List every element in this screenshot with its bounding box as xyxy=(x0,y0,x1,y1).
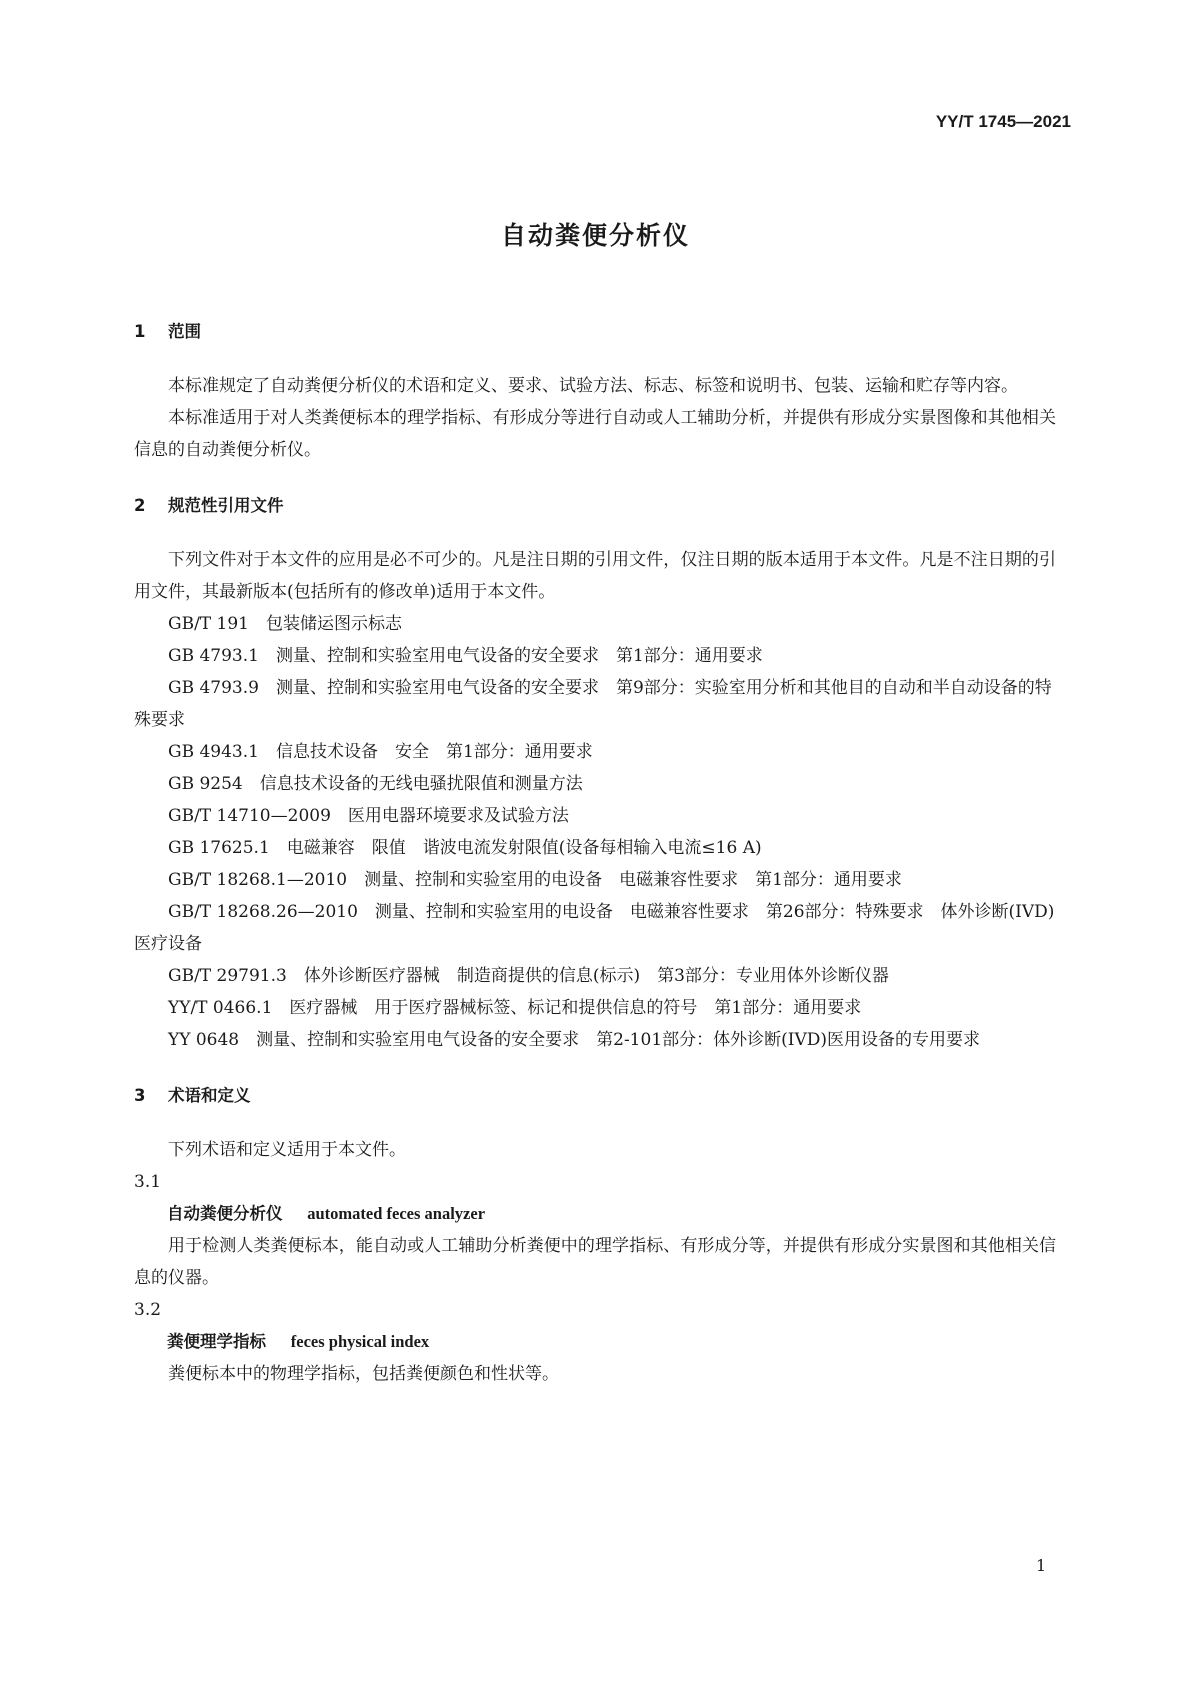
reference-item xyxy=(134,896,1056,960)
reference-code: GB 4793.9 xyxy=(168,678,259,698)
reference-title: 测量、控制和实验室用电气设备的安全要求 第1部分：通用要求 xyxy=(275,646,763,666)
section-number: 1 xyxy=(134,322,146,341)
reference-item xyxy=(134,960,1056,992)
reference-item xyxy=(134,832,1056,864)
section-2-heading xyxy=(134,492,1056,520)
reference-item xyxy=(134,768,1056,800)
scope-paragraph-2: 本标准适用于对人类粪便标本的理学指标、有形成分等进行自动或人工辅助分析，并提供有形成分实景图像和其他相关信息的自动粪便分析仪。 xyxy=(134,408,1056,460)
term-name-en: feces physical index xyxy=(290,1332,430,1351)
reference-code: GB/T 18268.1—2010 xyxy=(168,870,348,890)
section-1-heading xyxy=(134,318,1056,346)
section-3-heading xyxy=(134,1082,1056,1110)
reference-code: GB 4793.1 xyxy=(168,646,259,666)
reference-item xyxy=(134,1024,1056,1056)
term-definition: 用于检测人类粪便标本，能自动或人工辅助分析粪便中的理学指标、有形成分等，并提供有形成分实景图和其他相关信息的仪器。 xyxy=(134,1236,1056,1288)
page-number: 1 xyxy=(1036,1556,1047,1575)
reference-title: 包装储运图示标志 xyxy=(266,614,402,634)
reference-code: GB 9254 xyxy=(168,774,243,794)
reference-title: 医疗器械 用于医疗器械标签、标记和提供信息的符号 第1部分：通用要求 xyxy=(289,998,862,1018)
term-name xyxy=(134,1326,1056,1358)
reference-title: 信息技术设备的无线电骚扰限值和测量方法 xyxy=(259,774,583,794)
section-title: 术语和定义 xyxy=(168,1086,251,1105)
reference-code: GB/T 14710—2009 xyxy=(168,806,331,826)
reference-item xyxy=(134,736,1056,768)
reference-item xyxy=(134,864,1056,896)
reference-item xyxy=(134,672,1056,736)
section-number: 2 xyxy=(134,496,146,515)
term-number: 3.2 xyxy=(134,1300,162,1320)
reference-item xyxy=(134,992,1056,1024)
reference-code: GB 4943.1 xyxy=(168,742,259,762)
term-name-zh: 自动粪便分析仪 xyxy=(167,1204,283,1223)
reference-item xyxy=(134,640,1056,672)
reference-title: 测量、控制和实验室用电气设备的安全要求 第9部分：实验室用分析和其他目的自动和半自动设备的特殊要求 xyxy=(134,678,1052,730)
term-number: 3.1 xyxy=(134,1172,162,1192)
reference-code: GB/T 29791.3 xyxy=(168,966,287,986)
reference-code: YY 0648 xyxy=(168,1030,240,1050)
reference-item xyxy=(134,608,1056,640)
reference-code: GB/T 18268.26—2010 xyxy=(168,902,358,922)
reference-title: 体外诊断医疗器械 制造商提供的信息(标示) 第3部分：专业用体外诊断仪器 xyxy=(303,966,889,986)
term-name-en: automated feces analyzer xyxy=(307,1204,486,1223)
reference-title: 测量、控制和实验室用的电设备 电磁兼容性要求 第26部分：特殊要求 体外诊断(IVD)医疗设备 xyxy=(134,902,1055,954)
reference-title: 信息技术设备 安全 第1部分：通用要求 xyxy=(275,742,593,762)
references-intro: 下列文件对于本文件的应用是必不可少的。凡是注日期的引用文件，仅注日期的版本适用于本文件。凡是不注日期的引用文件，其最新版本(包括所有的修改单)适用于本文件。 xyxy=(134,550,1056,602)
reference-item xyxy=(134,800,1056,832)
section-title: 范围 xyxy=(168,322,201,341)
document-body xyxy=(134,318,1056,1390)
reference-title: 测量、控制和实验室用电气设备的安全要求 第2-101部分：体外诊断(IVD)医用设备的专用要求 xyxy=(256,1030,981,1050)
reference-title: 电磁兼容 限值 谐波电流发射限值(设备每相输入电流≤16 A) xyxy=(286,838,762,858)
reference-title: 医用电器环境要求及试验方法 xyxy=(347,806,569,826)
scope-paragraph-1: 本标准规定了自动粪便分析仪的术语和定义、要求、试验方法、标志、标签和说明书、包装、运输和贮存等内容。 xyxy=(168,376,1018,396)
reference-code: GB/T 191 xyxy=(168,614,249,634)
reference-code: GB 17625.1 xyxy=(168,838,270,858)
term-name xyxy=(134,1198,1056,1230)
reference-title: 测量、控制和实验室用的电设备 电磁兼容性要求 第1部分：通用要求 xyxy=(364,870,902,890)
section-title: 规范性引用文件 xyxy=(168,496,284,515)
document-title: 自动粪便分析仪 xyxy=(500,221,690,250)
term-name-zh: 粪便理学指标 xyxy=(167,1332,266,1351)
standard-code: YY/T 1745—2021 xyxy=(935,112,1071,131)
reference-code: YY/T 0466.1 xyxy=(168,998,273,1018)
term-definition: 粪便标本中的物理学指标，包括粪便颜色和性状等。 xyxy=(168,1364,559,1384)
section-number: 3 xyxy=(134,1086,146,1105)
terms-intro: 下列术语和定义适用于本文件。 xyxy=(168,1140,406,1160)
